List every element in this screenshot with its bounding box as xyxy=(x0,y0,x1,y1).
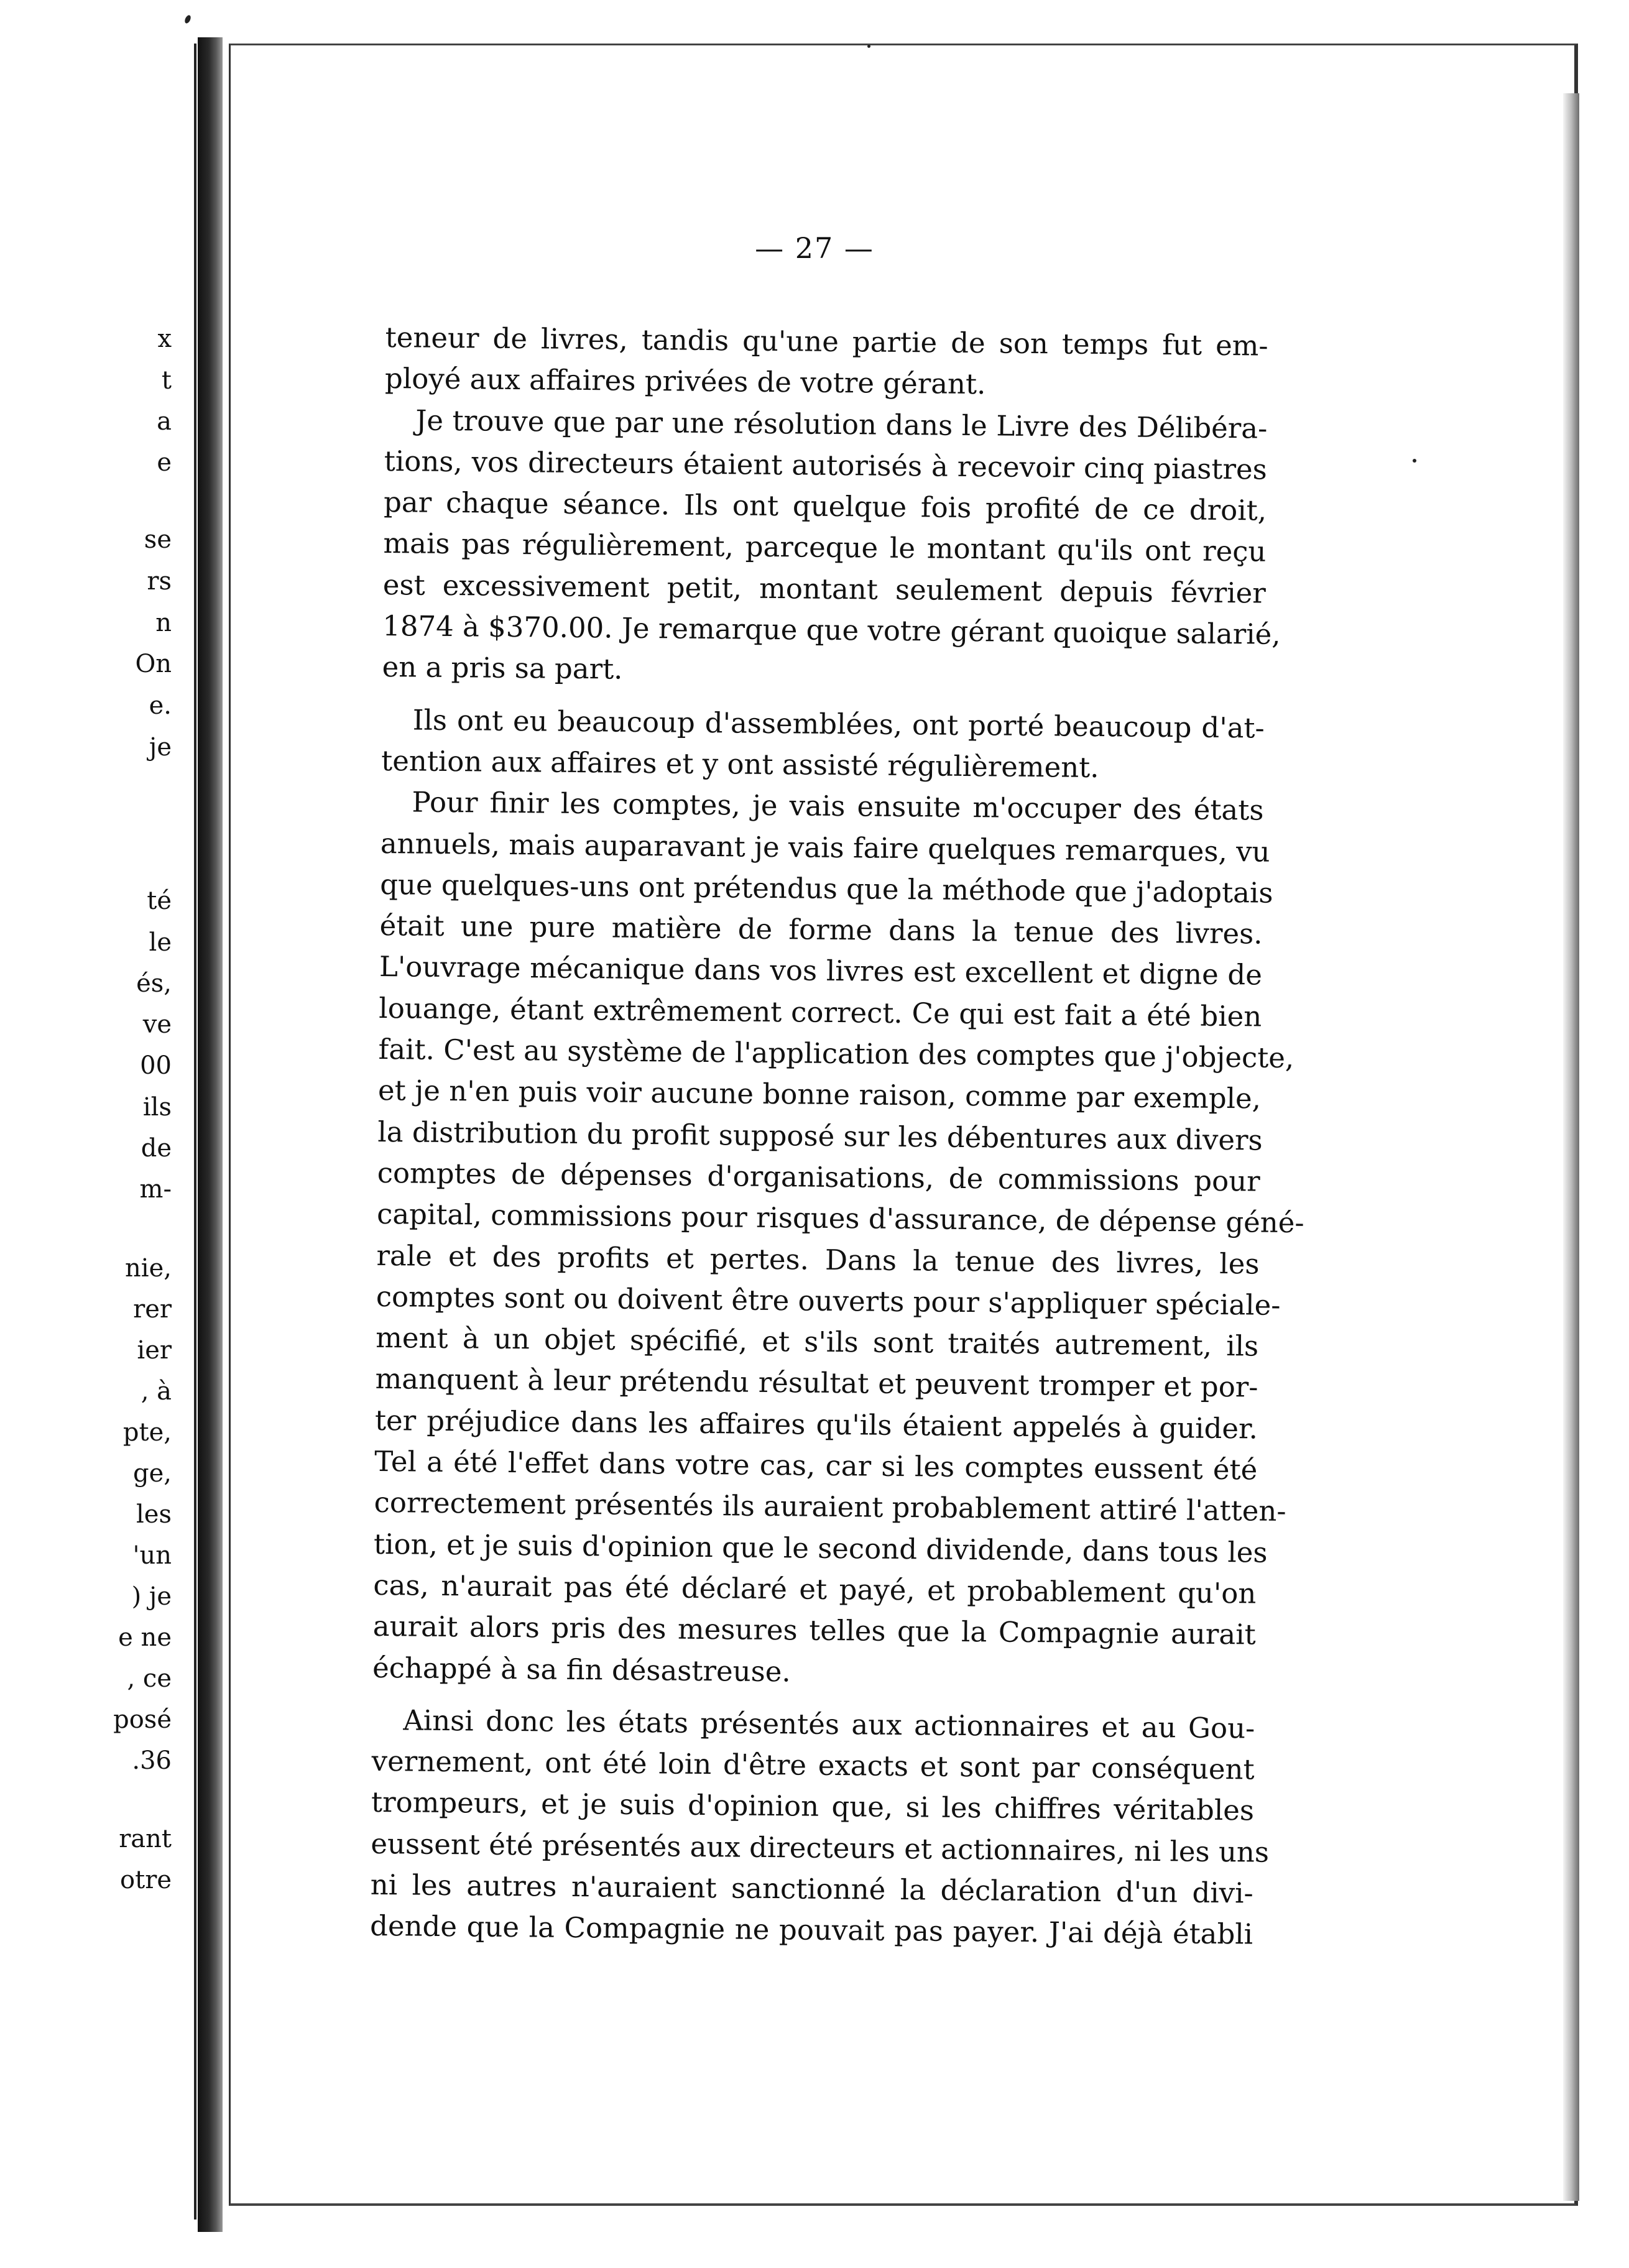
text-line: tion, et je suis d'opinion que le second dividende, dans tous les xyxy=(373,1527,1268,1569)
left-fragment: t xyxy=(161,366,172,395)
scan-speck xyxy=(183,14,192,24)
left-fragment: x xyxy=(157,325,172,353)
text-line: est excessivement petit, montant seulement depuis février xyxy=(382,568,1267,610)
left-fragment: ) je xyxy=(131,1582,172,1611)
text-line: ni les autres n'auraient sanctionné la déclaration d'un divi- xyxy=(370,1868,1253,1910)
previous-page-fragment xyxy=(0,44,196,2220)
left-fragment: 'un xyxy=(132,1541,172,1570)
left-fragment: e xyxy=(157,448,172,477)
text-line: teneur de livres, tandis qu'une partie de son temps fut em- xyxy=(385,320,1268,362)
left-fragment: rant xyxy=(119,1825,172,1853)
left-fragment: té xyxy=(147,887,172,915)
text-line: fait. C'est au système de l'application des comptes que j'objecte, xyxy=(378,1032,1294,1075)
text-line: comptes sont ou doivent être ouverts pour s'appliquer spéciale- xyxy=(376,1279,1281,1322)
text-line: dende que la Compagnie ne pouvait pas payer. J'ai déjà établi xyxy=(369,1909,1253,1951)
text-line: par chaque séance. Ils ont quelque fois profité de ce droit, xyxy=(383,486,1267,527)
left-fragment: se xyxy=(144,525,172,554)
text-line: que quelques-uns ont prétendus que la méthode que j'adoptais xyxy=(379,867,1273,910)
left-fragment: otre xyxy=(120,1866,172,1894)
left-fragment: ve xyxy=(142,1010,172,1039)
text-line: trompeurs, et je suis d'opinion que, si les chiffres véritables xyxy=(371,1786,1255,1827)
left-fragment: le xyxy=(149,928,172,957)
left-fragment: e ne xyxy=(118,1623,172,1652)
text-line: Tel a été l'effet dans votre cas, car si les comptes eussent été xyxy=(374,1444,1258,1487)
left-fragment: , à xyxy=(141,1377,172,1406)
text-line: manquent à leur prétendu résultat et peuvent tromper et por- xyxy=(375,1362,1258,1404)
text-line: 1874 à $370.00. Je remarque que votre gérant quoique salarié, xyxy=(382,609,1281,651)
text-line: et je n'en puis voir aucune bonne raison, comme par exemple, xyxy=(377,1074,1262,1115)
left-fragment: , ce xyxy=(127,1664,172,1693)
text-line: correctement présentés ils auraient probablement attiré l'atten- xyxy=(374,1486,1286,1528)
text-line: tions, vos directeurs étaient autorisés à recevoir cinq piastres xyxy=(384,444,1267,486)
page-edge-shadow xyxy=(1563,93,1579,2201)
text-line: Ils ont eu beaucoup d'assemblées, ont porté beaucoup d'at- xyxy=(412,703,1265,745)
text-line: tention aux affaires et y ont assisté régulièrement. xyxy=(381,744,1099,785)
left-fragment: rer xyxy=(133,1295,172,1324)
book-gutter-shadow xyxy=(198,37,223,2232)
text-line: rale et des profits et pertes. Dans la tenue des livres, les xyxy=(376,1238,1260,1281)
text-line: cas, n'aurait pas été déclaré et payé, et probablement qu'on xyxy=(373,1568,1257,1610)
left-fragment: m- xyxy=(139,1175,172,1204)
left-fragment: ils xyxy=(142,1093,172,1122)
paragraph xyxy=(385,317,1268,408)
text-line: L'ouvrage mécanique dans vos livres est excellent et digne de xyxy=(379,950,1263,992)
text-line: aurait alors pris des mesures telles que la Compagnie aurait xyxy=(372,1610,1256,1651)
left-fragment: a xyxy=(157,407,172,436)
left-fragment: de xyxy=(141,1134,172,1163)
text-line: la distribution du profit supposé sur les débentures aux divers xyxy=(377,1115,1263,1157)
text-line: capital, commissions pour risques d'assurance, de dépense géné- xyxy=(376,1197,1304,1240)
left-fragment: pte, xyxy=(122,1418,172,1447)
text-line: eussent été présentés aux directeurs et actionnaires, ni les uns xyxy=(371,1827,1270,1869)
scan-speck xyxy=(1413,459,1416,463)
left-fragment: posé xyxy=(113,1705,172,1734)
left-fragment: n xyxy=(155,609,172,637)
left-fragment: 00 xyxy=(140,1051,172,1080)
left-fragment: ier xyxy=(137,1336,172,1365)
left-fragment: nie, xyxy=(125,1254,172,1283)
text-line: en a pris sa part. xyxy=(382,650,623,686)
scan-speck xyxy=(867,45,870,48)
page-number: — 27 — xyxy=(755,231,874,265)
text-line: vernement, ont été loin d'être exacts et sont par conséquent xyxy=(371,1744,1255,1786)
text-line: annuels, mais auparavant je vais faire quelques remarques, vu xyxy=(380,826,1270,869)
text-line: échappé à sa fin désastreuse. xyxy=(372,1651,791,1688)
paragraph xyxy=(372,781,1304,1697)
text-line: Je trouve que par une résolution dans le Livre des Délibéra- xyxy=(415,403,1268,445)
paragraph xyxy=(382,400,1281,697)
text-line: comptes de dépenses d'organisations, de commissions pour xyxy=(377,1156,1260,1198)
text-line: Pour finir les comptes, je vais ensuite m'occuper des états xyxy=(412,785,1264,827)
text-line: mais pas régulièrement, parceque le montant qu'ils ont reçu xyxy=(383,527,1267,569)
left-fragment: e. xyxy=(149,691,172,720)
left-fragment: .36 xyxy=(132,1746,172,1775)
left-fragment: ge, xyxy=(133,1459,172,1488)
left-fragment: és, xyxy=(136,969,172,998)
left-fragment: les xyxy=(136,1500,172,1529)
text-line: était une pure matière de forme dans la tenue des livres. xyxy=(379,909,1263,951)
text-line: ment à un objet spécifié, et s'ils sont traités autrement, ils xyxy=(375,1321,1259,1363)
text-line: louange, étant extrêmement correct. Ce qui est fait a été bien xyxy=(379,991,1262,1033)
body-text xyxy=(369,317,1304,1955)
left-fragment: je xyxy=(149,733,172,762)
text-line: ployé aux affaires privées de votre gérant. xyxy=(384,362,986,401)
text-line: ter préjudice dans les affaires qu'ils étaient appelés à guider. xyxy=(374,1403,1258,1445)
paragraph xyxy=(369,1700,1270,1955)
left-fragment: On xyxy=(135,650,172,678)
left-fragment: rs xyxy=(147,567,172,596)
paragraph xyxy=(381,699,1265,790)
text-line: Ainsi donc les états présentés aux actionnaires et au Gou- xyxy=(403,1703,1255,1745)
